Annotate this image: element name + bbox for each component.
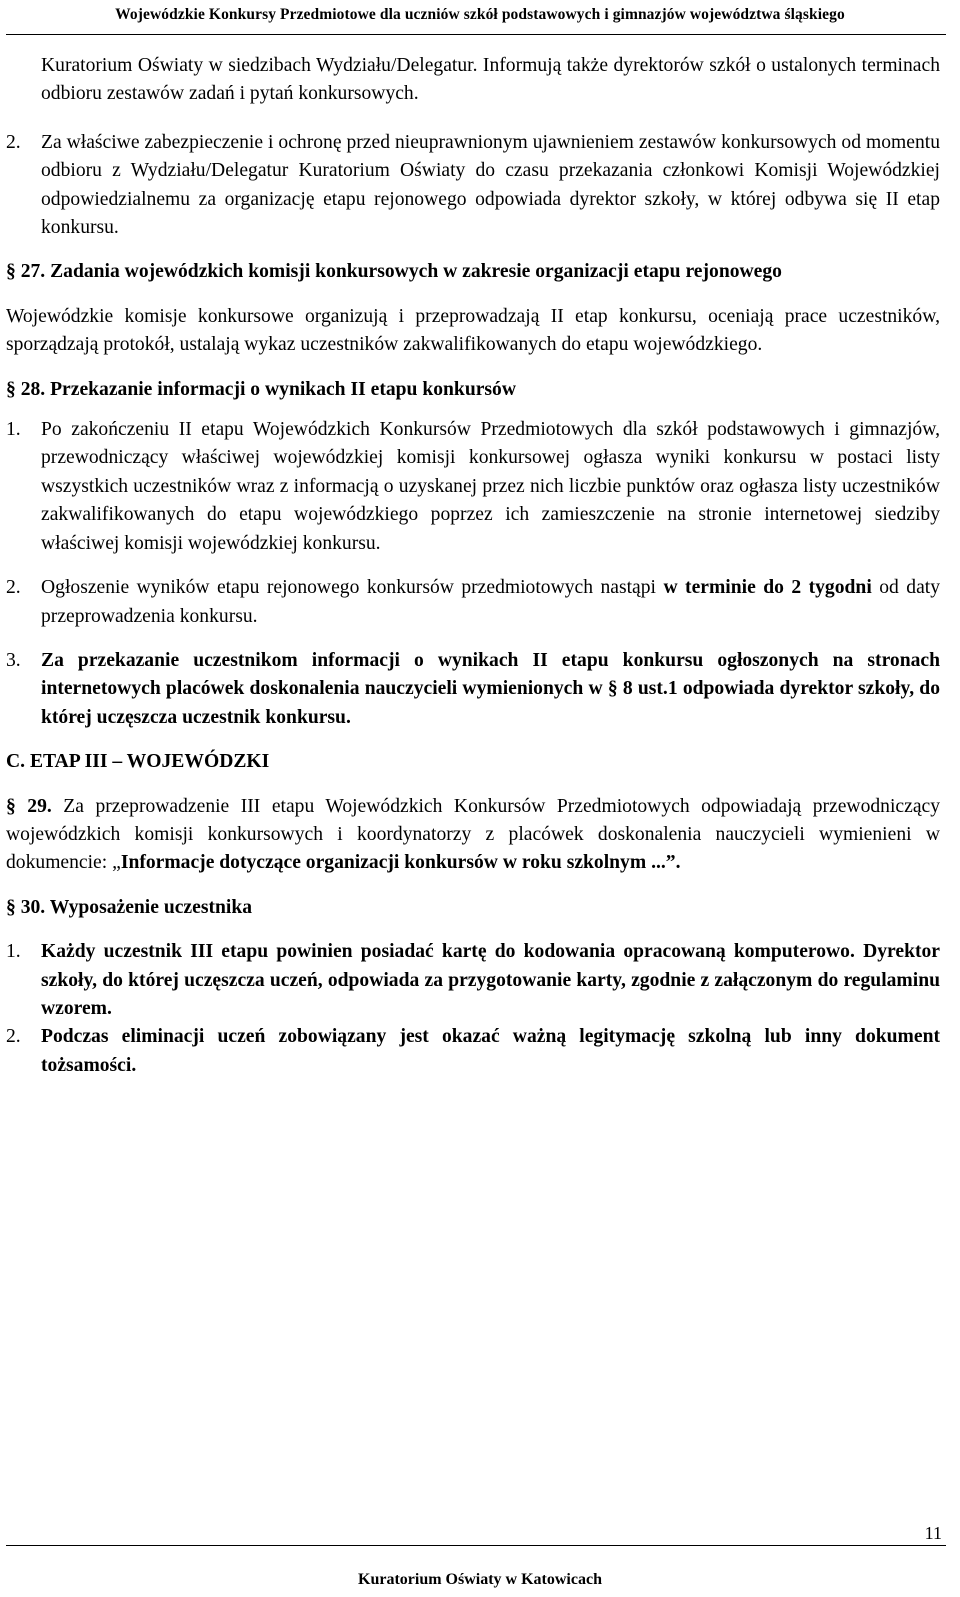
list-item-text: Za przekazanie uczestnikom informacji o wynikach II etapu konkursu ogłoszonych na stronach internetowych placówek doskonalenia nauczycieli wymienionych w § 8 ust.1 odpowiada dyrektor szkoły, do której uczęszcza uczestnik konkursu. xyxy=(41,649,940,728)
list-number: 1. xyxy=(6,941,21,963)
list-item-text: Po zakończeniu II etapu Wojewódzkich Konkursów Przedmiotowych dla szkół podstawowych i gimnazjów, przewodniczący właściwej wojewódzkiej komisji konkursowej ogłasza wyniki konkursu w postaci listy wszystkich uczestników wraz z informacją o uzyskanej przez nich liczbie punktów oraz ogłasza listy uczestników zakwalifikowanych do etapu wojewódzkiego poprzez ich zamieszczenie na stronie internetowej siedziby właściwej komisji wojewódzkiej konkursu. xyxy=(41,419,940,554)
running-footer: Kuratorium Oświaty w Katowicach xyxy=(358,1571,602,1588)
section-c-heading: C. ETAP III – WOJEWÓDZKI xyxy=(6,751,270,773)
list-number: 2. xyxy=(6,1026,21,1048)
header-divider xyxy=(6,34,946,35)
section-28-item-2: 2. Ogłoszenie wyników etapu rejonowego konkursów przedmiotowych nastąpi w terminie do 2 tygodni od daty przeprowadzenia konkursu. xyxy=(6,574,940,631)
section-30-item-1 xyxy=(6,938,940,1023)
list-number: 1. xyxy=(6,419,21,441)
list-item-2 xyxy=(6,129,940,243)
list-number: 2. xyxy=(6,131,21,153)
section-30-item-2 xyxy=(6,1023,940,1080)
section-28-heading: § 28. Przekazanie informacji o wynikach II etapu konkursów xyxy=(6,378,516,400)
section-27-text: Wojewódzkie komisje konkursowe organizują i przeprowadzają II etap konkursu, oceniają prace uczestników, sporządzają protokół, ustalają wykaz uczestników zakwalifikowanych do etapu wojewódzkiego. xyxy=(6,305,940,356)
list-item-text: Każdy uczestnik III etapu powinien posiadać kartę do kodowania opracowaną komputerowo. Dyrektor szkoły, do której uczęszcza uczeń, odpowiada za przygotowanie karty, zgodnie z załączonym do regulaminu wzorem. xyxy=(41,941,940,1019)
footer-divider xyxy=(6,1545,946,1546)
section-28-item-1 xyxy=(6,416,940,558)
section-28-item-3 xyxy=(6,647,940,732)
list-item-text: Podczas eliminacji uczeń zobowiązany jest okazać ważną legitymację szkolną lub inny dokument tożsamości. xyxy=(41,1026,940,1076)
list-item-text: Za właściwe zabezpieczenie i ochronę przed nieuprawnionym ujawnieniem zestawów konkursowych od momentu odbioru z Wydziału/Delegatur Kuratorium Oświaty do czasu przekazania członkowi Komisji Wojewódzkiej odpowiedzialnemu za organizację etapu rejonowego odpowiada dyrektor szkoły, w której odbywa się II etap konkursu. xyxy=(41,131,940,239)
continued-paragraph: Kuratorium Oświaty w siedzibach Wydziału/Delegatur. Informują także dyrektorów szkół o ustalonych terminach odbioru zestawów zadań i pytań konkursowych. xyxy=(41,55,940,105)
page-number: 11 xyxy=(924,1523,942,1543)
section-30-heading: § 30. Wyposażenie uczestnika xyxy=(6,896,253,918)
running-header: Wojewódzkie Konkursy Przedmiotowe dla uczniów szkół podstawowych i gimnazjów województwa śląskiego xyxy=(115,6,845,23)
list-number: 3. xyxy=(6,649,21,671)
section-27-heading: § 27. Zadania wojewódzkich komisji konkursowych w zakresie organizacji etapu rejonowego xyxy=(6,261,782,283)
section-29-text: § 29. Za przeprowadzenie III etapu Wojewódzkich Konkursów Przedmiotowych odpowiadają przewodniczący wojewódzkich komisji konkursowych i koordynatorzy z placówek doskonalenia nauczycieli wymienieni w dokumencie: „Informacje dotyczące organizacji konkursów w roku szkolnym ...”. xyxy=(6,795,941,874)
document-body xyxy=(6,52,940,1080)
list-number: 2. xyxy=(6,577,21,599)
